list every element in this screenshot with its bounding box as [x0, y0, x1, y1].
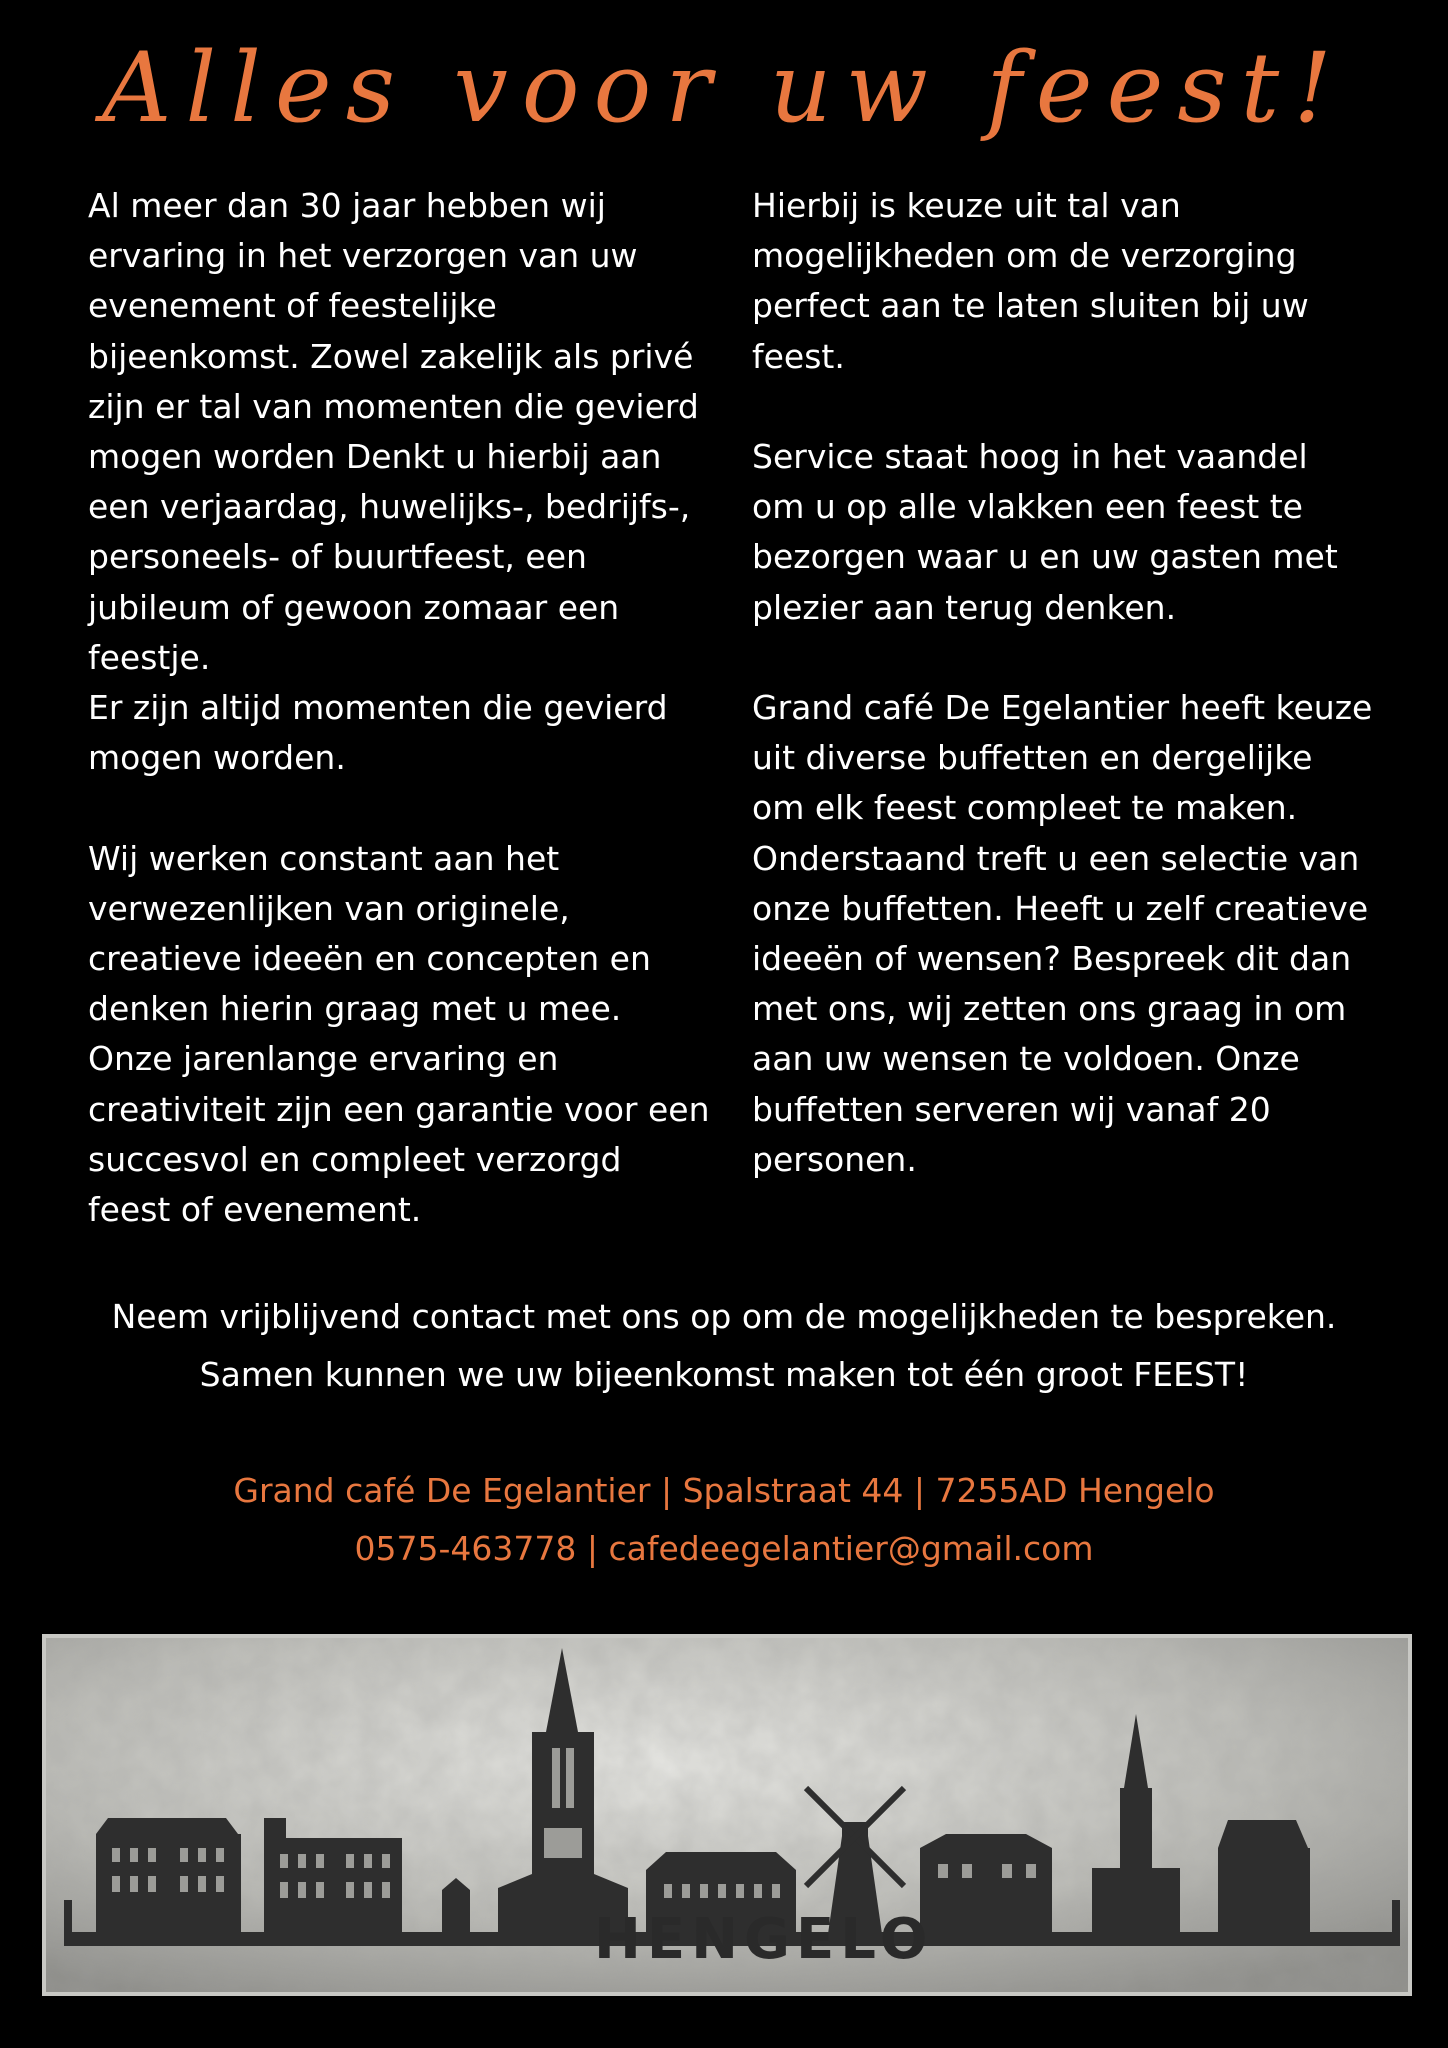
contact-invitation	[0, 1288, 1448, 1404]
intro-text-left: Al meer dan 30 jaar hebben wij ervaring in het verzorgen van uw evenement of feestelijke bijeenkomst. Zowel zakelijk als privé zijn er tal van momenten die gevierd mogen worden Denkt u hierbij aan een verjaardag, huwelijks-, bedrijfs-, personeels- of buurtfeest, een jubileum of gewoon zomaar een feestje. Er zijn altijd momenten die gevierd mogen worden. Wij werken constant aan het verwezenlijken van originele, creatieve ideeën en concepten en denken hierin graag met u mee. Onze jarenlange ervaring en creativiteit zijn een garantie voor een succesvol en compleet verzorgd feest of evenement.	[88, 186, 710, 1230]
address-block	[0, 1462, 1448, 1578]
hengelo-sign-text: HENGELO	[594, 1907, 934, 1972]
address-line: Grand café De Egelantier | Spalstraat 44 | 7255AD Hengelo	[233, 1471, 1215, 1510]
contact-line-1: Neem vrijblijvend contact met ons op om de mogelijkheden te bespreken.	[111, 1297, 1337, 1336]
intro-text-right: Hierbij is keuze uit tal van mogelijkheden om de verzorging perfect aan te laten sluiten bij uw feest. Service staat hoog in het vaandel om u op alle vlakken een feest te bezorgen waar u en uw gasten met plezier aan terug denken. Grand café De Egelantier heeft keuze uit diverse buffetten en dergelijke om elk feest compleet te maken. Onderstaand treft u een selectie van onze buffetten. Heeft u zelf creatieve ideeën of wensen? Bespreek dit dan met ons, wij zetten ons graag in om aan uw wensen te voldoen. Onze buffetten serveren wij vanaf 20 personen.	[752, 186, 1373, 1179]
page-title: Alles voor uw feest!	[102, 32, 1346, 144]
skyline-silhouette	[46, 1638, 1408, 1992]
contact-line-2: Samen kunnen we uw bijeenkomst maken tot één groot FEEST!	[199, 1355, 1249, 1394]
phone-email-line: 0575-463778 | cafedeegelantier@gmail.com	[354, 1529, 1094, 1568]
hengelo-skyline-photo	[42, 1634, 1412, 1996]
